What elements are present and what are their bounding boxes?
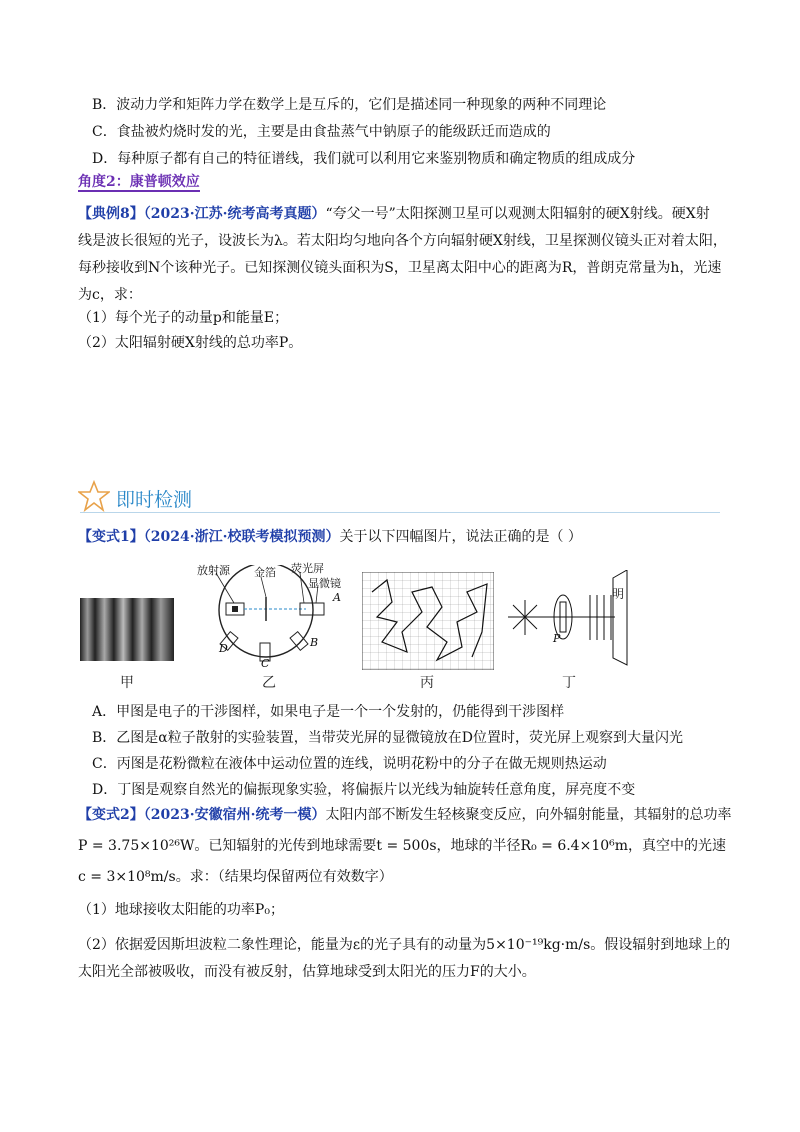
- angle-heading: 角度2：康普顿效应: [78, 174, 200, 190]
- label-c: C: [261, 657, 270, 670]
- example8-line1: [78, 204, 710, 224]
- variant1-option-b: B．乙图是α粒子散射的实验装置，当带荧光屏的显微镜放在D位置时，荧光屏上观察到大量闪光: [92, 730, 683, 746]
- interference-pattern-figure: [80, 598, 174, 661]
- variant1-stem: 关于以下四幅图片，说法正确的是（ ）: [339, 529, 582, 545]
- section-divider: [80, 512, 720, 513]
- variant2-q2: （2）依据爱因斯坦波粒二象性理论，能量为ε的光子具有的动量为5×10⁻¹⁹kg·m/s。假设辐射到地球上的: [78, 937, 731, 953]
- label-b: B: [310, 636, 319, 649]
- label-bright: 明: [612, 587, 625, 601]
- variant1-option-c: C．丙图是花粉微粒在液体中运动位置的连线，说明花粉中的分子在做无规则热运动: [92, 756, 607, 772]
- example8-text1: “夸父一号”太阳探测卫星可以观测太阳辐射的硬X射线。硬X射: [325, 206, 710, 222]
- variant2-q2b: 太阳光全部被吸收，而没有被反射，估算地球受到太阳光的压力F的大小。: [78, 964, 536, 980]
- variant1-tag: 【变式1】（2024·浙江·校联考模拟预测）: [78, 529, 340, 545]
- label-source: 放射源: [197, 564, 230, 577]
- label-screen: 荧光屏: [291, 562, 324, 575]
- label-p: P: [553, 632, 561, 645]
- heading-underline: [78, 190, 200, 192]
- example8-line4: 为c，求：: [78, 287, 142, 303]
- variant1-option-d: D．丁图是观察自然光的偏振现象实验，将偏振片以光线为轴旋转任意角度，屏亮度不变: [92, 782, 636, 798]
- label-a: A: [333, 591, 341, 604]
- caption-yi: 乙: [262, 675, 276, 691]
- example8-q1: （1）每个光子的动量p和能量E；: [78, 310, 289, 326]
- brownian-motion-figure: [362, 572, 494, 670]
- option-c-prev: C．食盐被灼烧时发的光，主要是由食盐蒸气中钠原子的能级跃迁而造成的: [92, 124, 551, 140]
- variant2-line3: c = 3×10⁸m/s。求：（结果均保留两位有效数字）: [78, 869, 393, 885]
- option-d-prev: D．每种原子都有自己的特征谱线，我们就可以利用它来鉴别物质和确定物质的组成成分: [92, 151, 636, 167]
- variant2-line2: P = 3.75×10²⁶W。已知辐射的光传到地球需要t = 500s，地球的半径R₀ = 6.4×10⁶m，真空中的光速: [78, 838, 727, 854]
- caption-bing: 丙: [420, 675, 434, 691]
- label-d: D: [219, 642, 228, 655]
- example8-line3: 每秒接收到N个该种光子。已知探测仪镜头面积为S，卫星离太阳中心的距离为R，普朗克常量为h，光速: [78, 260, 722, 276]
- example8-q2: （2）太阳辐射硬X射线的总功率P。: [78, 335, 303, 351]
- label-foil: 金箔: [254, 566, 276, 579]
- variant1-stem-line: [78, 527, 582, 547]
- section-title: 即时检测: [116, 489, 193, 511]
- variant2-q1: （1）地球接收太阳能的功率P₀；: [78, 902, 284, 918]
- variant2-line1: [78, 805, 731, 825]
- caption-ding: 丁: [562, 675, 576, 691]
- caption-jia: 甲: [120, 675, 134, 691]
- option-b-prev: B．波动力学和矩阵力学在数学上是互斥的，它们是描述同一种现象的两种不同理论: [92, 97, 607, 113]
- example8-line2: 线是波长很短的光子，设波长为λ。若太阳均匀地向各个方向辐射硬X射线，卫星探测仪镜头正对着太阳，: [78, 233, 727, 249]
- variant1-option-a: A．甲图是电子的干涉图样，如果电子是一个一个发射的，仍能得到干涉图样: [92, 704, 565, 720]
- example8-tag: 【典例8】（2023·江苏·统考高考真题）: [78, 206, 326, 222]
- label-microscope: 显微镜: [308, 577, 341, 590]
- star-icon: [78, 480, 110, 512]
- variant2-text1: 太阳内部不断发生轻核聚变反应，向外辐射能量，其辐射的总功率: [325, 807, 732, 823]
- variant2-tag: 【变式2】（2023·安徽宿州·统考一模）: [78, 807, 326, 823]
